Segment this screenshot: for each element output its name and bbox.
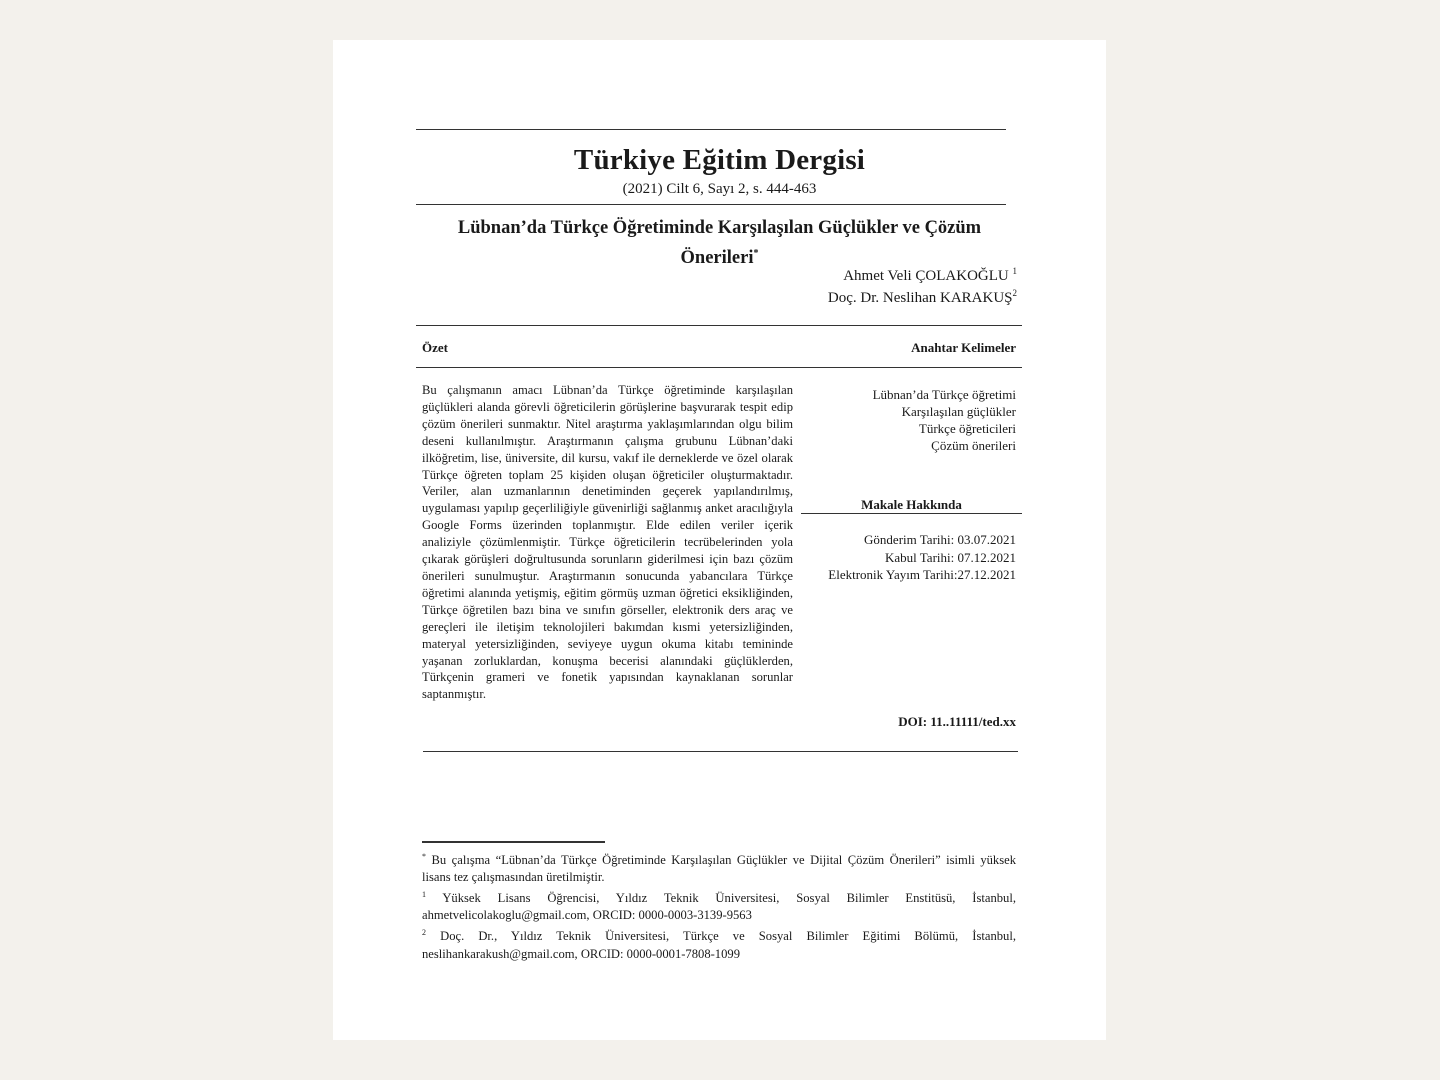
publication-date: Elektronik Yayım Tarihi:27.12.2021 xyxy=(828,567,1016,582)
article-title xyxy=(433,216,1006,271)
footnote-text: Bu çalışma “Lübnan’da Türkçe Öğretiminde Karşılaşılan Güçlükler ve Dijital Çözüm Önerileri” isimli yüksek lisans tez çalışmasından üretilmiştir. xyxy=(422,853,1016,885)
article-info-rule xyxy=(801,513,1022,514)
footnote-item xyxy=(422,848,1016,886)
keywords-list xyxy=(776,386,1016,454)
author-footnote-mark: 1 xyxy=(1012,266,1017,276)
keywords-heading: Anahtar Kelimeler xyxy=(911,340,1016,355)
header-bottom-rule xyxy=(416,204,1006,205)
acceptance-date: Kabul Tarihi: 07.12.2021 xyxy=(884,549,1016,565)
author-2 xyxy=(828,288,1017,307)
keyword-item: Karşılaşılan güçlükler xyxy=(901,404,1016,419)
article-title-footnote-mark: * xyxy=(753,248,759,259)
journal-title: Türkiye Eğitim Dergisi xyxy=(573,144,866,176)
abstract-header-rule xyxy=(416,367,1022,368)
footnote-separator xyxy=(422,841,605,843)
header-top-rule xyxy=(416,129,1006,130)
abstract-top-rule xyxy=(416,325,1022,326)
footnote-text: Yüksek Lisans Öğrencisi, Yıldız Teknik Üniversitesi, Sosyal Bilimler Enstitüsü, İstanbul, ahmetvelicolakoglu@gmail.com, ORCID: 0000-0003-3139-9563 xyxy=(422,891,1016,923)
footnote-mark: 1 xyxy=(422,890,426,900)
keyword-item: Lübnan’da Türkçe öğretimi xyxy=(872,387,1016,402)
article-title-text: Lübnan’da Türkçe Öğretiminde Karşılaşılan Güçlükler ve Çözüm Önerileri xyxy=(457,218,982,269)
abstract-text: Bu çalışmanın amacı Lübnan’da Türkçe öğretiminde karşılaşılan güçlükleri alanda görevli öğreticilerin görüşlerine başvurarak tespit edip çözüm önerileri sunmaktır. Nitel araştırma yaklaşımlarından olgu bilim deseni kullanılmıştır. Araştırmanın çalışma grubunu Lübnan’daki ilköğretim, lise, üniversite, dil kursu, vakıf ile derneklerde ve özel olarak Türkçe öğreten toplam 25 kişiden oluşan öğreticiler oluşturmaktadır. Veriler, alan uzmanlarının denetiminden geçerek yapılandırılmış, uygulaması yapılıp geçerliliğiyle güvenirliği sağlanmış anket aracılığıyla Google Forms üzerinden toplanmıştır. Elde edilen veriler içerik analiziyle çözümlenmiştir. Türkçe öğreticilerin tecrübelerinden yola çıkarak görüşleri doğrultusunda sorunların giderilmesi için bazı çözüm önerileri sunulmuştur. Araştırmanın sonucunda yabancılara Türkçe öğretimi alanında yetişmiş, eğitim görmüş uzman öğretici eksikliğinden, Türkçe öğretilen bazı bina ve sınıfın görseller, elektronik ders araç ve gereçleri ile iletişim teknolojileri bakımdan kısmi yetersizliğinden, materyal yetersizliğinden, seviyeye uygun okuma kitabı temininde yaşanan zorluklardan, konuşma becerisi alanındaki güçlüklerden, Türkçenin grameri ve fonetik yapısından kaynaklanan sorunlar saptanmıştır. xyxy=(422,383,793,702)
document-page xyxy=(333,40,1106,1040)
author-1 xyxy=(843,266,1017,285)
abstract-heading: Özet xyxy=(422,340,448,355)
abstract-bottom-rule xyxy=(423,751,1018,752)
footnote-mark: 2 xyxy=(422,928,426,938)
footnote-item xyxy=(422,924,1016,962)
author-footnote-mark: 2 xyxy=(1012,288,1017,298)
keyword-item: Türkçe öğreticileri xyxy=(918,421,1016,436)
footnote-text: Doç. Dr., Yıldız Teknik Üniversitesi, Türkçe ve Sosyal Bilimler Eğitimi Bölümü, İstanbul, neslihankarakush@gmail.com, ORCID: 0000-0001-7808-1099 xyxy=(422,929,1016,961)
submission-date: Gönderim Tarihi: 03.07.2021 xyxy=(864,532,1016,547)
doi: DOI: 11..11111/ted.xx xyxy=(898,714,1016,729)
keyword-item: Çözüm önerileri xyxy=(931,438,1016,453)
author-name: Doç. Dr. Neslihan KARAKUŞ xyxy=(827,290,1013,306)
journal-issue: (2021) Cilt 6, Sayı 2, s. 444-463 xyxy=(622,181,817,197)
author-name: Ahmet Veli ÇOLAKOĞLU xyxy=(843,268,1009,284)
footnote-mark: * xyxy=(422,852,426,861)
article-info-heading: Makale Hakkında xyxy=(861,497,962,512)
footnote-item xyxy=(422,886,1016,924)
footnotes xyxy=(422,848,1016,963)
article-dates xyxy=(756,531,1016,584)
